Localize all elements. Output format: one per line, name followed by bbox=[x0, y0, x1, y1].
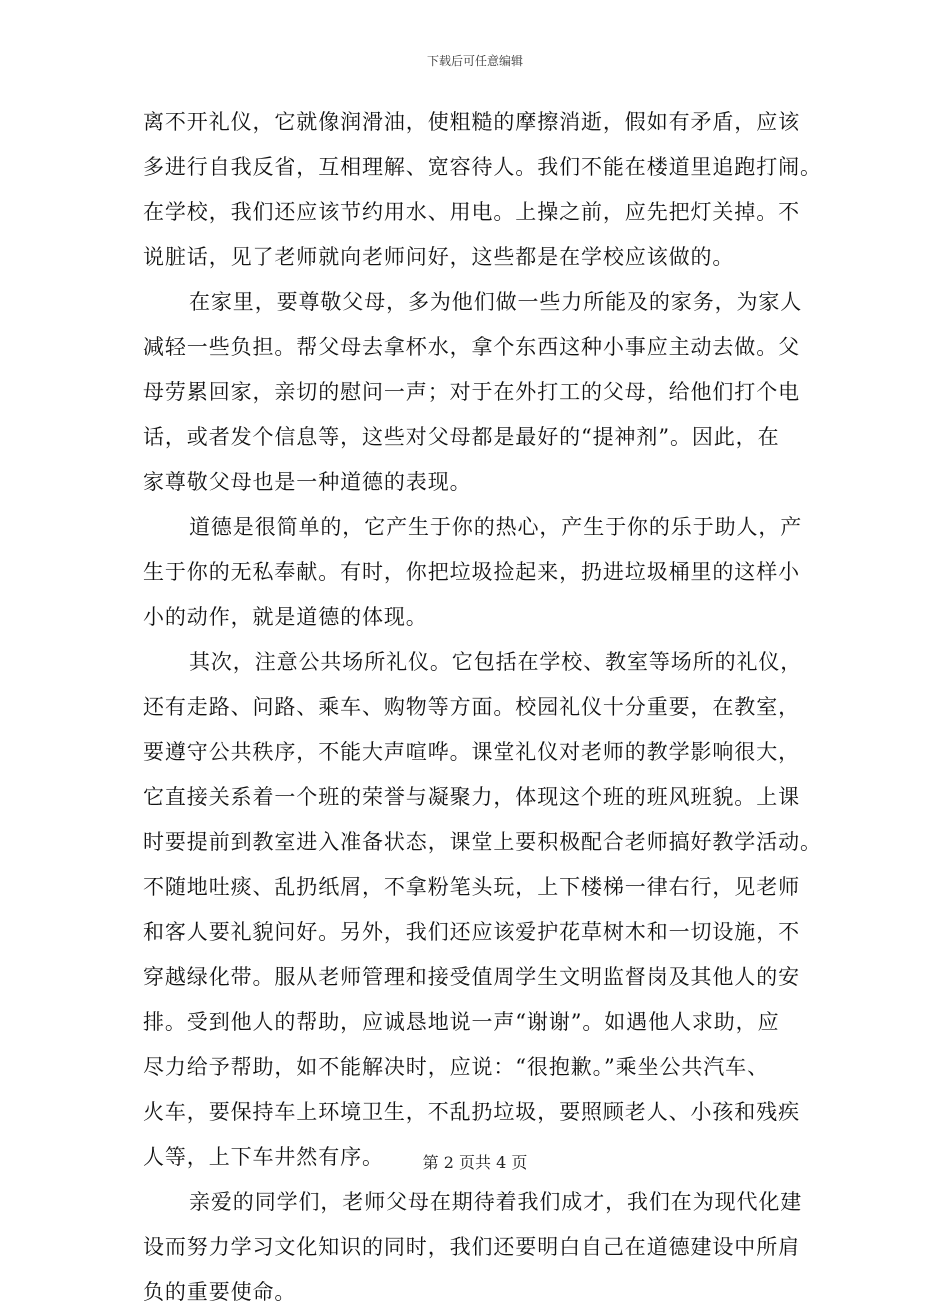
paragraph bbox=[143, 509, 803, 635]
page-header-note: 下载后可任意编辑 bbox=[426, 54, 523, 68]
paragraph bbox=[143, 644, 822, 1175]
text-line: 在家里，要尊敬父母，多为他们做一些力所能及的家务，为家人 bbox=[189, 290, 803, 314]
page-number: 第 2 页共 4 页 bbox=[422, 1153, 528, 1172]
text-line: 不随地吐痰、乱扔纸屑，不拿粉笔头玩，上下楼梯一律右行，见老师 bbox=[143, 875, 800, 899]
text-line: 穿越绿化带。服从老师管理和接受值周学生文明监督岗及其他人的安 bbox=[143, 965, 800, 989]
text-line: 离不开礼仪，它就像润滑油，使粗糙的摩擦消逝，假如有矛盾，应该 bbox=[143, 110, 800, 134]
text-line: 减轻一些负担。帮父母去拿杯水，拿个东西这种小事应主动去做。父 bbox=[143, 335, 800, 359]
document-body bbox=[143, 104, 822, 1310]
text-line: 负的重要使命。 bbox=[143, 1280, 297, 1304]
text-line: 在学校，我们还应该节约用水、用电。上操之前，应先把灯关掉。不 bbox=[143, 200, 800, 224]
text-line: 它直接关系着一个班的荣誉与凝聚力，体现这个班的班风班貌。上课 bbox=[143, 785, 800, 809]
text-line: 亲爱的同学们，老师父母在期待着我们成才，我们在为现代化建 bbox=[189, 1190, 803, 1214]
paragraph bbox=[143, 284, 803, 500]
text-line: 排。受到他人的帮助，应诚恳地说一声“谢谢”。如遇他人求助，应 bbox=[143, 1010, 780, 1034]
text-line: 还有走路、问路、乘车、购物等方面。校园礼仪十分重要，在教室， bbox=[143, 695, 800, 719]
paragraph bbox=[143, 104, 822, 275]
text-line: 母劳累回家，亲切的慰问一声；对于在外打工的父母，给他们打个电 bbox=[143, 380, 800, 404]
text-line: 和客人要礼貌问好。另外，我们还应该爱护花草树木和一切设施，不 bbox=[143, 920, 800, 944]
text-line: 道德是很简单的，它产生于你的热心，产生于你的乐于助人，产 bbox=[189, 515, 803, 539]
text-line: 生于你的无私奉献。有时，你把垃圾捡起来，扔进垃圾桶里的这样小 bbox=[143, 560, 800, 584]
text-line: 火车，要保持车上环境卫生，不乱扔垃圾，要照顾老人、小孩和残疾 bbox=[143, 1100, 800, 1124]
text-line: 多进行自我反省，互相理解、宽容待人。我们不能在楼道里追跑打闹。 bbox=[143, 155, 822, 179]
text-line: 要遵守公共秩序，不能大声喧哗。课堂礼仪对老师的教学影响很大， bbox=[143, 740, 800, 764]
text-line: 小的动作，就是道德的体现。 bbox=[143, 605, 428, 629]
text-line: 话，或者发个信息等，这些对父母都是最好的“提神剂”。因此，在 bbox=[143, 425, 780, 449]
paragraph bbox=[143, 1184, 803, 1310]
text-line: 说脏话，见了老师就向老师问好，这些都是在学校应该做的。 bbox=[143, 245, 735, 269]
text-line: 时要提前到教室进入准备状态，课堂上要积极配合老师搞好教学活动。 bbox=[143, 830, 822, 854]
text-line: 其次，注意公共场所礼仪。它包括在学校、教室等场所的礼仪， bbox=[189, 650, 803, 674]
text-line: 人等，上下车井然有序。 bbox=[143, 1145, 384, 1169]
text-line: 家尊敬父母也是一种道德的表现。 bbox=[143, 470, 472, 494]
text-line: 尽力给予帮助，如不能解决时，应说：“很抱歉。”乘坐公共汽车、 bbox=[143, 1055, 769, 1079]
text-line: 设而努力学习文化知识的同时，我们还要明白自己在道德建设中所肩 bbox=[143, 1235, 800, 1259]
